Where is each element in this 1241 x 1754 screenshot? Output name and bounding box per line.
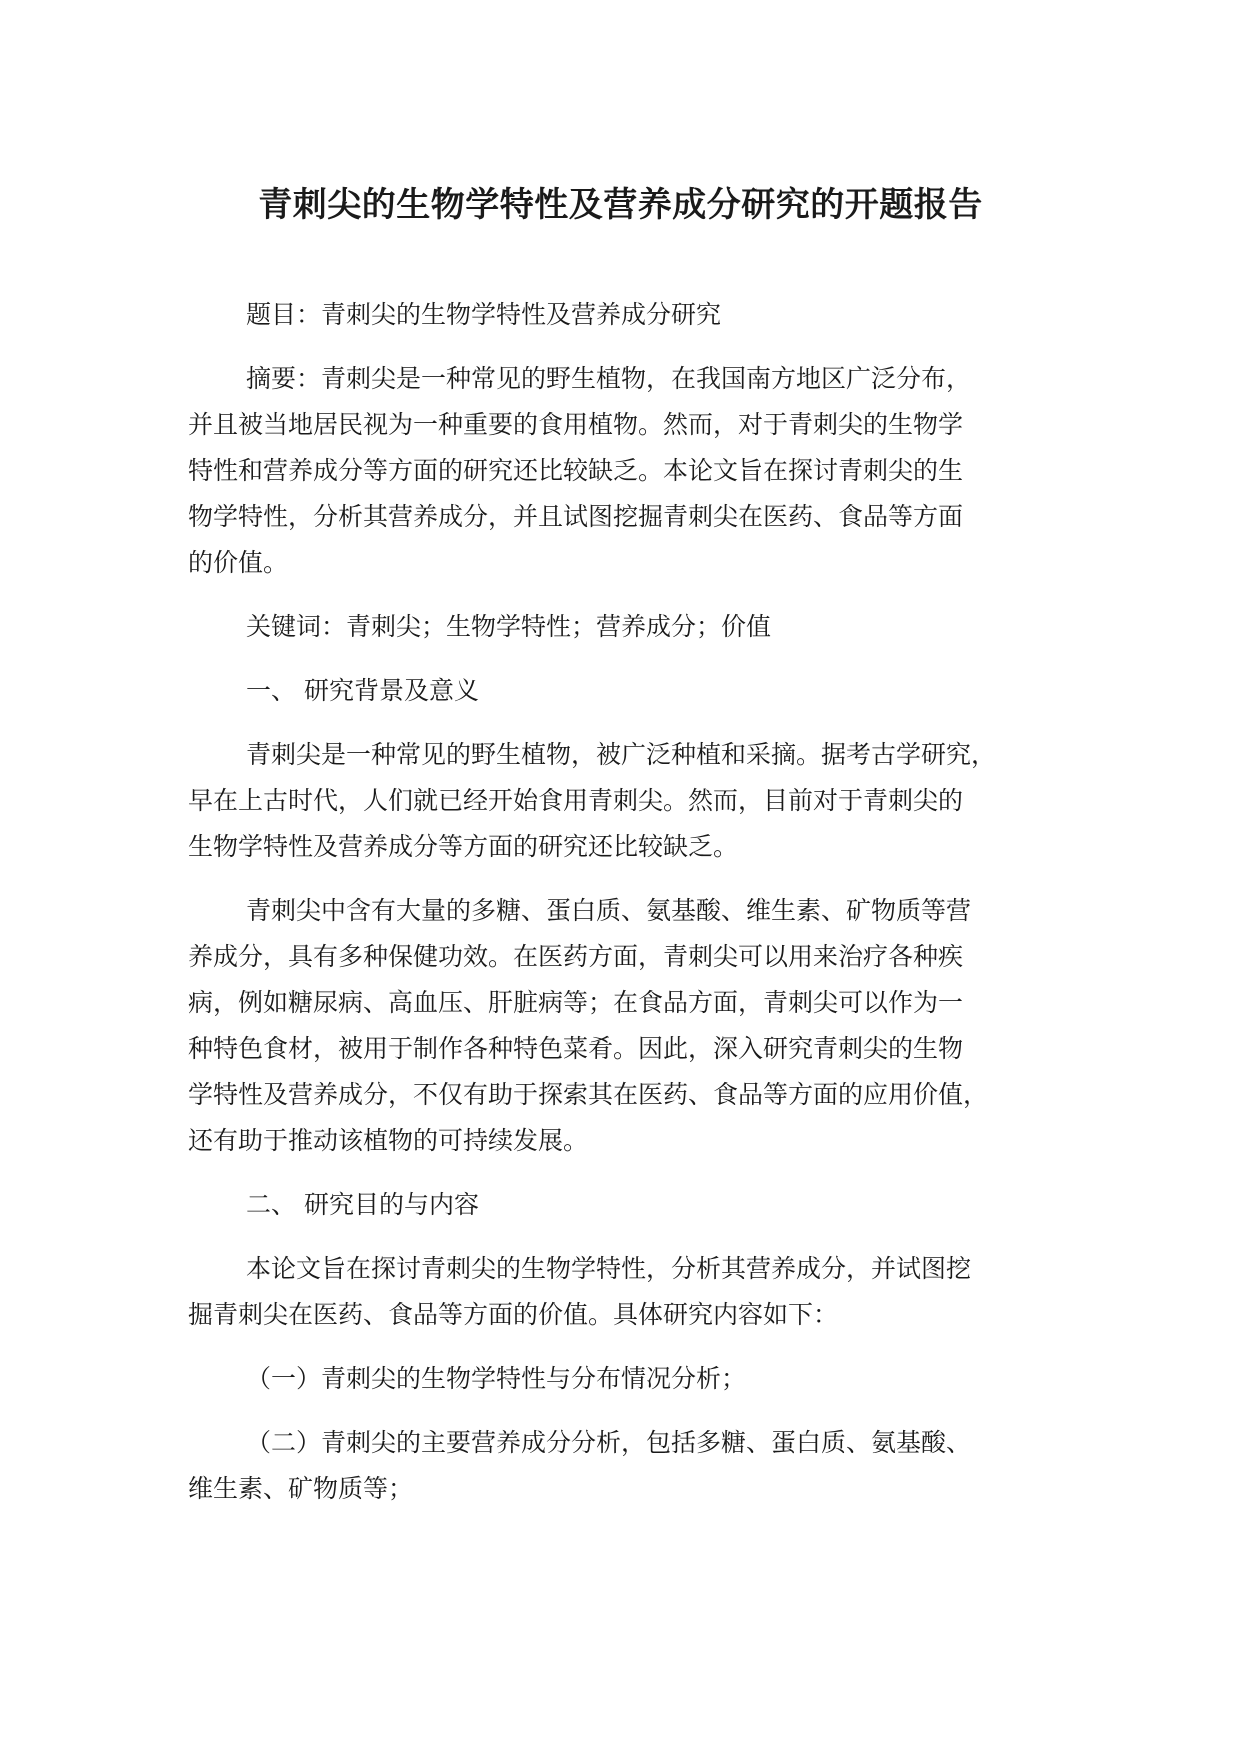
paragraph-line: 掘青刺尖在医药、食品等方面的价值。具体研究内容如下： xyxy=(188,1300,839,1329)
paragraph-line: 本论文旨在探讨青刺尖的生物学特性，分析其营养成分，并试图挖 xyxy=(246,1254,972,1283)
subject-line: 题目：青刺尖的生物学特性及营养成分研究 xyxy=(246,300,722,329)
paragraph-line: 病，例如糖尿病、高血压、肝脏病等；在食品方面，青刺尖可以作为一 xyxy=(188,988,964,1017)
paragraph-line: 青刺尖是一种常见的野生植物，被广泛种植和采摘。据考古学研究， xyxy=(246,740,997,769)
paragraph-line: 早在上古时代，人们就已经开始食用青刺尖。然而，目前对于青刺尖的 xyxy=(188,786,964,815)
section-heading-objectives: 二、 研究目的与内容 xyxy=(246,1190,479,1219)
content-item-1: （一）青刺尖的生物学特性与分布情况分析； xyxy=(246,1364,747,1393)
abstract-paragraph xyxy=(188,356,1078,586)
paragraph-line: 维生素、矿物质等； xyxy=(188,1474,414,1503)
abstract-line: 特性和营养成分等方面的研究还比较缺乏。本论文旨在探讨青刺尖的生 xyxy=(188,456,964,485)
document-body xyxy=(188,292,1078,1512)
section-heading-background: 一、 研究背景及意义 xyxy=(246,676,479,705)
content-item-2 xyxy=(188,1420,1078,1512)
paragraph-line: 种特色食材，被用于制作各种特色菜肴。因此，深入研究青刺尖的生物 xyxy=(188,1034,964,1063)
paragraph-line: 生物学特性及营养成分等方面的研究还比较缺乏。 xyxy=(188,832,739,861)
paragraph-line: 青刺尖中含有大量的多糖、蛋白质、氨基酸、维生素、矿物质等营 xyxy=(246,896,972,925)
abstract-line: 物学特性，分析其营养成分，并且试图挖掘青刺尖在医药、食品等方面 xyxy=(188,502,964,531)
keywords-line: 关键词：青刺尖；生物学特性；营养成分；价值 xyxy=(246,612,772,641)
abstract-line: 摘要：青刺尖是一种常见的野生植物，在我国南方地区广泛分布， xyxy=(246,364,972,393)
abstract-line: 并且被当地居民视为一种重要的食用植物。然而，对于青刺尖的生物学 xyxy=(188,410,964,439)
abstract-line: 的价值。 xyxy=(188,548,289,577)
paragraph-line: 还有助于推动该植物的可持续发展。 xyxy=(188,1126,589,1155)
paragraph-line: 学特性及营养成分，不仅有助于探索其在医药、食品等方面的应用价值， xyxy=(188,1080,989,1109)
objectives-paragraph xyxy=(188,1246,1078,1338)
document-title: 青刺尖的生物学特性及营养成分研究的开题报告 xyxy=(258,185,983,225)
paragraph-line: 养成分，具有多种保健功效。在医药方面，青刺尖可以用来治疗各种疾 xyxy=(188,942,964,971)
background-paragraph-2 xyxy=(188,888,1078,1164)
background-paragraph-1 xyxy=(188,732,1078,870)
paragraph-line: （二）青刺尖的主要营养成分分析，包括多糖、蛋白质、氨基酸、 xyxy=(246,1428,972,1457)
